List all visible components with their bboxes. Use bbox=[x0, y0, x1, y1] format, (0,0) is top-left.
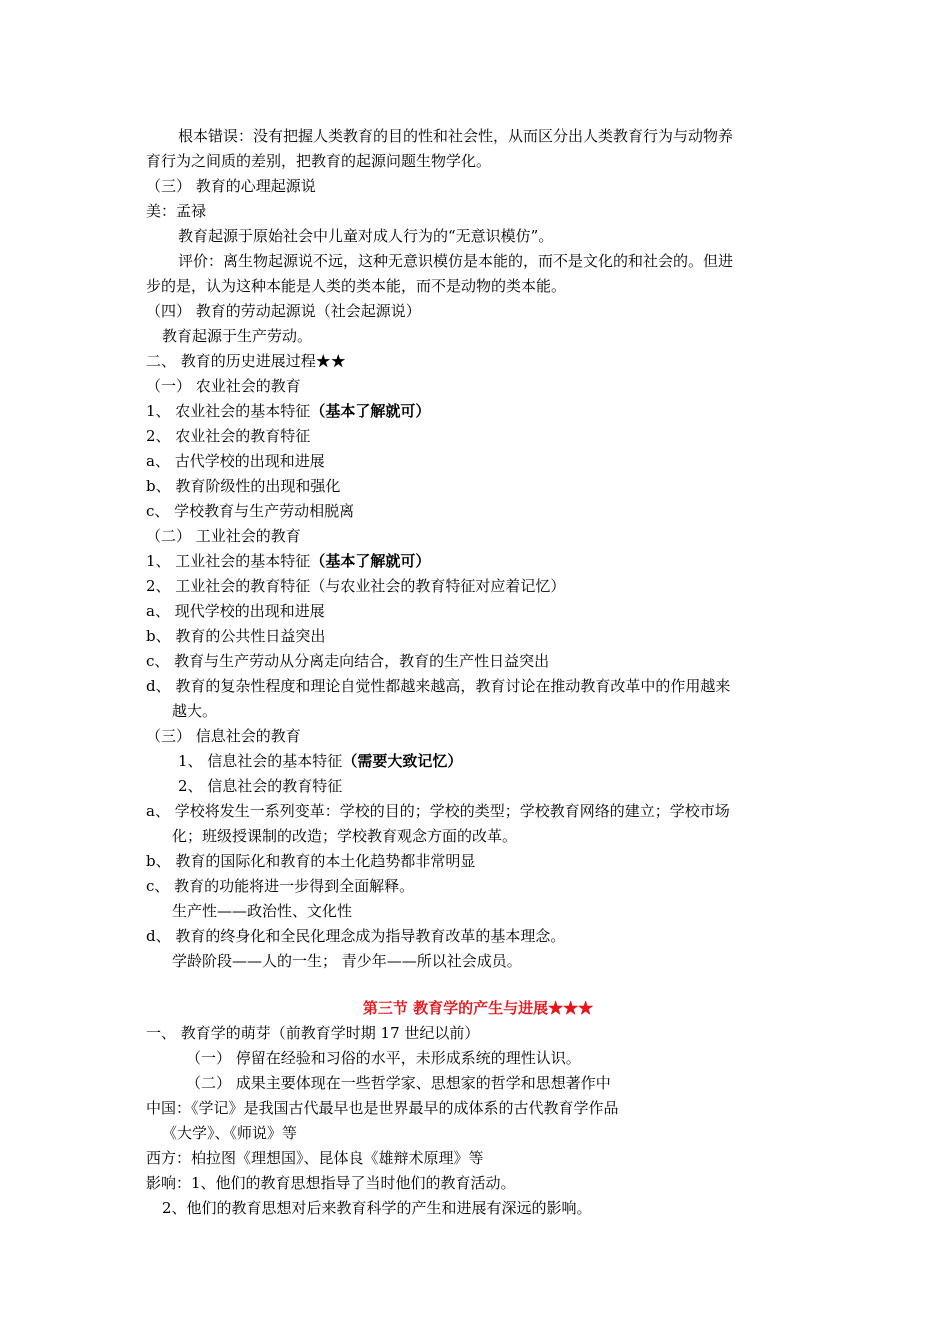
list-item: 2、 农业社会的教育特征 bbox=[146, 427, 311, 445]
section-title: 第三节 教育学的产生与进展★★★ bbox=[362, 999, 594, 1017]
paragraph-line: 教育起源于生产劳动。 bbox=[162, 327, 313, 345]
list-item: 1、 工业社会的基本特征（基本了解就可） bbox=[146, 552, 431, 570]
paragraph-line: 美：孟禄 bbox=[146, 202, 207, 220]
list-item: 1、 农业社会的基本特征（基本了解就可） bbox=[146, 402, 431, 420]
paragraph-line: 教育起源于原始社会中儿童对成人行为的“无意识模仿”。 bbox=[178, 227, 554, 245]
subheading: （三） 教育的心理起源说 bbox=[146, 177, 316, 195]
list-item: 1、 信息社会的基本特征（需要大致记忆） bbox=[178, 752, 463, 770]
subheading: （一） 农业社会的教育 bbox=[146, 377, 301, 395]
list-item: b、 教育的国际化和教育的本土化趋势都非常明显 bbox=[146, 852, 476, 870]
list-item: 2、 信息社会的教育特征 bbox=[178, 777, 343, 795]
paragraph-line: 步的是，认为这种本能是人类的类本能，而不是动物的类本能。 bbox=[146, 277, 567, 295]
list-item: c、 教育的功能将进一步得到全面解释。 bbox=[146, 877, 415, 895]
list-item: c、 教育与生产劳动从分离走向结合，教育的生产性日益突出 bbox=[146, 652, 550, 670]
paragraph-line: 生产性——政治性、文化性 bbox=[172, 902, 353, 920]
paragraph-line: 2、他们的教育思想对后来教育科学的产生和进展有深远的影响。 bbox=[162, 1199, 592, 1217]
heading: 二、 教育的历史进展过程★★ bbox=[146, 352, 346, 370]
paragraph-line: 影响：1、他们的教育思想指导了当时他们的教育活动。 bbox=[146, 1174, 516, 1192]
paragraph-line: 评价：离生物起源说不远，这种无意识模仿是本能的，而不是文化的和社会的。但进 bbox=[178, 252, 734, 270]
list-item: （二） 成果主要体现在一些哲学家、思想家的哲学和思想著作中 bbox=[186, 1074, 611, 1092]
paragraph-line: 根本错误：没有把握人类教育的目的性和社会性，从而区分出人类教育行为与动物养 bbox=[178, 127, 734, 145]
list-item: d、 教育的复杂性程度和理论自觉性都越来越高，教育讨论在推动教育改革中的作用越来 bbox=[146, 677, 731, 695]
list-item: b、 教育的公共性日益突出 bbox=[146, 627, 326, 645]
subheading: （三） 信息社会的教育 bbox=[146, 727, 301, 745]
paragraph-line: 中国：《学记》是我国古代最早也是世界最早的成体系的古代教育学作品 bbox=[146, 1099, 619, 1117]
paragraph-line: 学龄阶段——人的一生； 青少年——所以社会成员。 bbox=[172, 952, 522, 970]
subheading: （四） 教育的劳动起源说（社会起源说） bbox=[146, 302, 421, 320]
list-item: c、 学校教育与生产劳动相脱离 bbox=[146, 502, 355, 520]
list-item: 2、 工业社会的教育特征（与农业社会的教育特征对应着记忆） bbox=[146, 577, 566, 595]
list-item-continuation: 越大。 bbox=[172, 702, 218, 720]
list-item: a、 古代学校的出现和进展 bbox=[146, 452, 325, 470]
list-item: b、 教育阶级性的出现和强化 bbox=[146, 477, 341, 495]
list-item-continuation: 化；班级授课制的改造；学校教育观念方面的改革。 bbox=[172, 827, 518, 845]
subheading: （二） 工业社会的教育 bbox=[146, 527, 301, 545]
heading: 一、 教育学的萌芽（前教育学时期 17 世纪以前） bbox=[146, 1024, 480, 1042]
list-item: a、 学校将发生一系列变革：学校的目的；学校的类型；学校教育网络的建立；学校市场 bbox=[146, 802, 730, 820]
list-item: d、 教育的终身化和全民化理念成为指导教育改革的基本理念。 bbox=[146, 927, 566, 945]
list-item: a、 现代学校的出现和进展 bbox=[146, 602, 325, 620]
paragraph-line: 育行为之间质的差别，把教育的起源问题生物学化。 bbox=[146, 152, 492, 170]
paragraph-line: 西方：柏拉图《理想国》、昆体良《雄辩术原理》等 bbox=[146, 1149, 484, 1167]
list-item: （一） 停留在经验和习俗的水平，未形成系统的理性认识。 bbox=[186, 1049, 581, 1067]
paragraph-line: 《大学》、《师说》等 bbox=[162, 1124, 298, 1142]
